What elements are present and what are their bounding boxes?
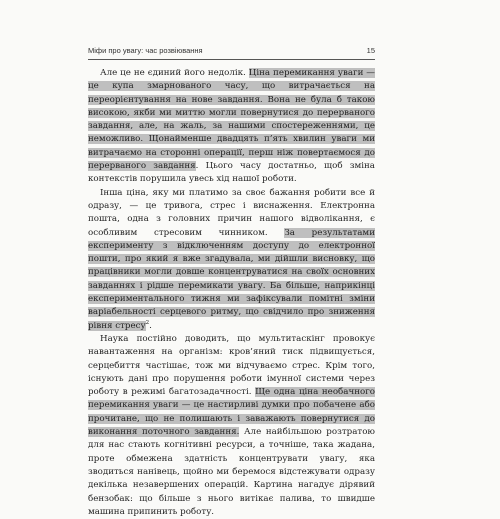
paragraph-2: [88, 187, 375, 333]
body-text: [88, 67, 375, 519]
text-run: Наука постійно доводить, що мультитаскінг провокує навантаження на організм: кров’яний тиск підвищується, серцебиття частішає, тож ми відчуваємо стрес. Крім того, існують дані про порушення роботи імунної системи через роботу в режимі багатозадачності.: [88, 333, 375, 398]
text-run: Але це не єдиний його недолік.: [100, 68, 249, 78]
text-run: . Цього часу достатньо, щоб зміна контекстів порушила увесь хід нашої роботи.: [88, 161, 375, 185]
text-run: Інша ціна, яку ми платимо за своє бажання робити все й одразу, — це тривога, стрес і виснаження. Електронна пошта, одна з головних причин нашого відволікання, є особливим стресовим чинником.: [88, 187, 375, 238]
highlighted-text[interactable]: За результатами експерименту з відключенням доступу до електронної пошти, про який я вже згадувала, ми дійшли висновку, що працівники могли довше концентруватися на своїх основних завданнях і рідше перемикати увагу. Ба більше, наприкінці експериментального тижня ми зафіксували помітні зміни варіабельності серцевого ритму, що свідчило про зниження рівня стресу: [88, 227, 375, 331]
paragraph-3: [88, 333, 375, 519]
footnote-marker: 2: [145, 319, 150, 326]
text-run: .: [149, 320, 152, 331]
text-run: Але найбільшою розтратою для нас стають когнітивні ресурси, а точніше, така жадана, проте обмежена здатність концентрувати увагу, яка зводиться нанівець, щойно ми беремося відстежувати одразу декілька незавершених операцій. Картина нагадує дірявий бензобак: що більше з нього витікає палива, то швидше машина припинить роботу.: [88, 427, 375, 517]
page-header: [88, 43, 375, 60]
highlighted-text[interactable]: Ціна перемикання уваги — це купа змарнованого часу, що витрачається на переорієнтування на нове завдання. Вона не була б такою високою, якби ми миттю могли повернутися до перерваного завдання, але, на жаль, за нашими спостереженнями, це неможливо.: [88, 68, 375, 145]
highlighted-text[interactable]: Щонайменше двадцять п’ять хвилин уваги ми витрачаємо на сторонні операції, перш ніж повертаємося до перерваного завдання: [88, 134, 375, 172]
running-title: Міфи про увагу: час розвіювання: [88, 46, 203, 55]
paragraph-1: [88, 67, 375, 187]
highlighted-text[interactable]: Ще одна ціна необачного перемикання уваги — це настирливі думки про побачене або прочитане, що не полишають і заважають повернутися до виконання поточного завдання.: [88, 387, 376, 438]
page-number: 15: [366, 46, 375, 55]
